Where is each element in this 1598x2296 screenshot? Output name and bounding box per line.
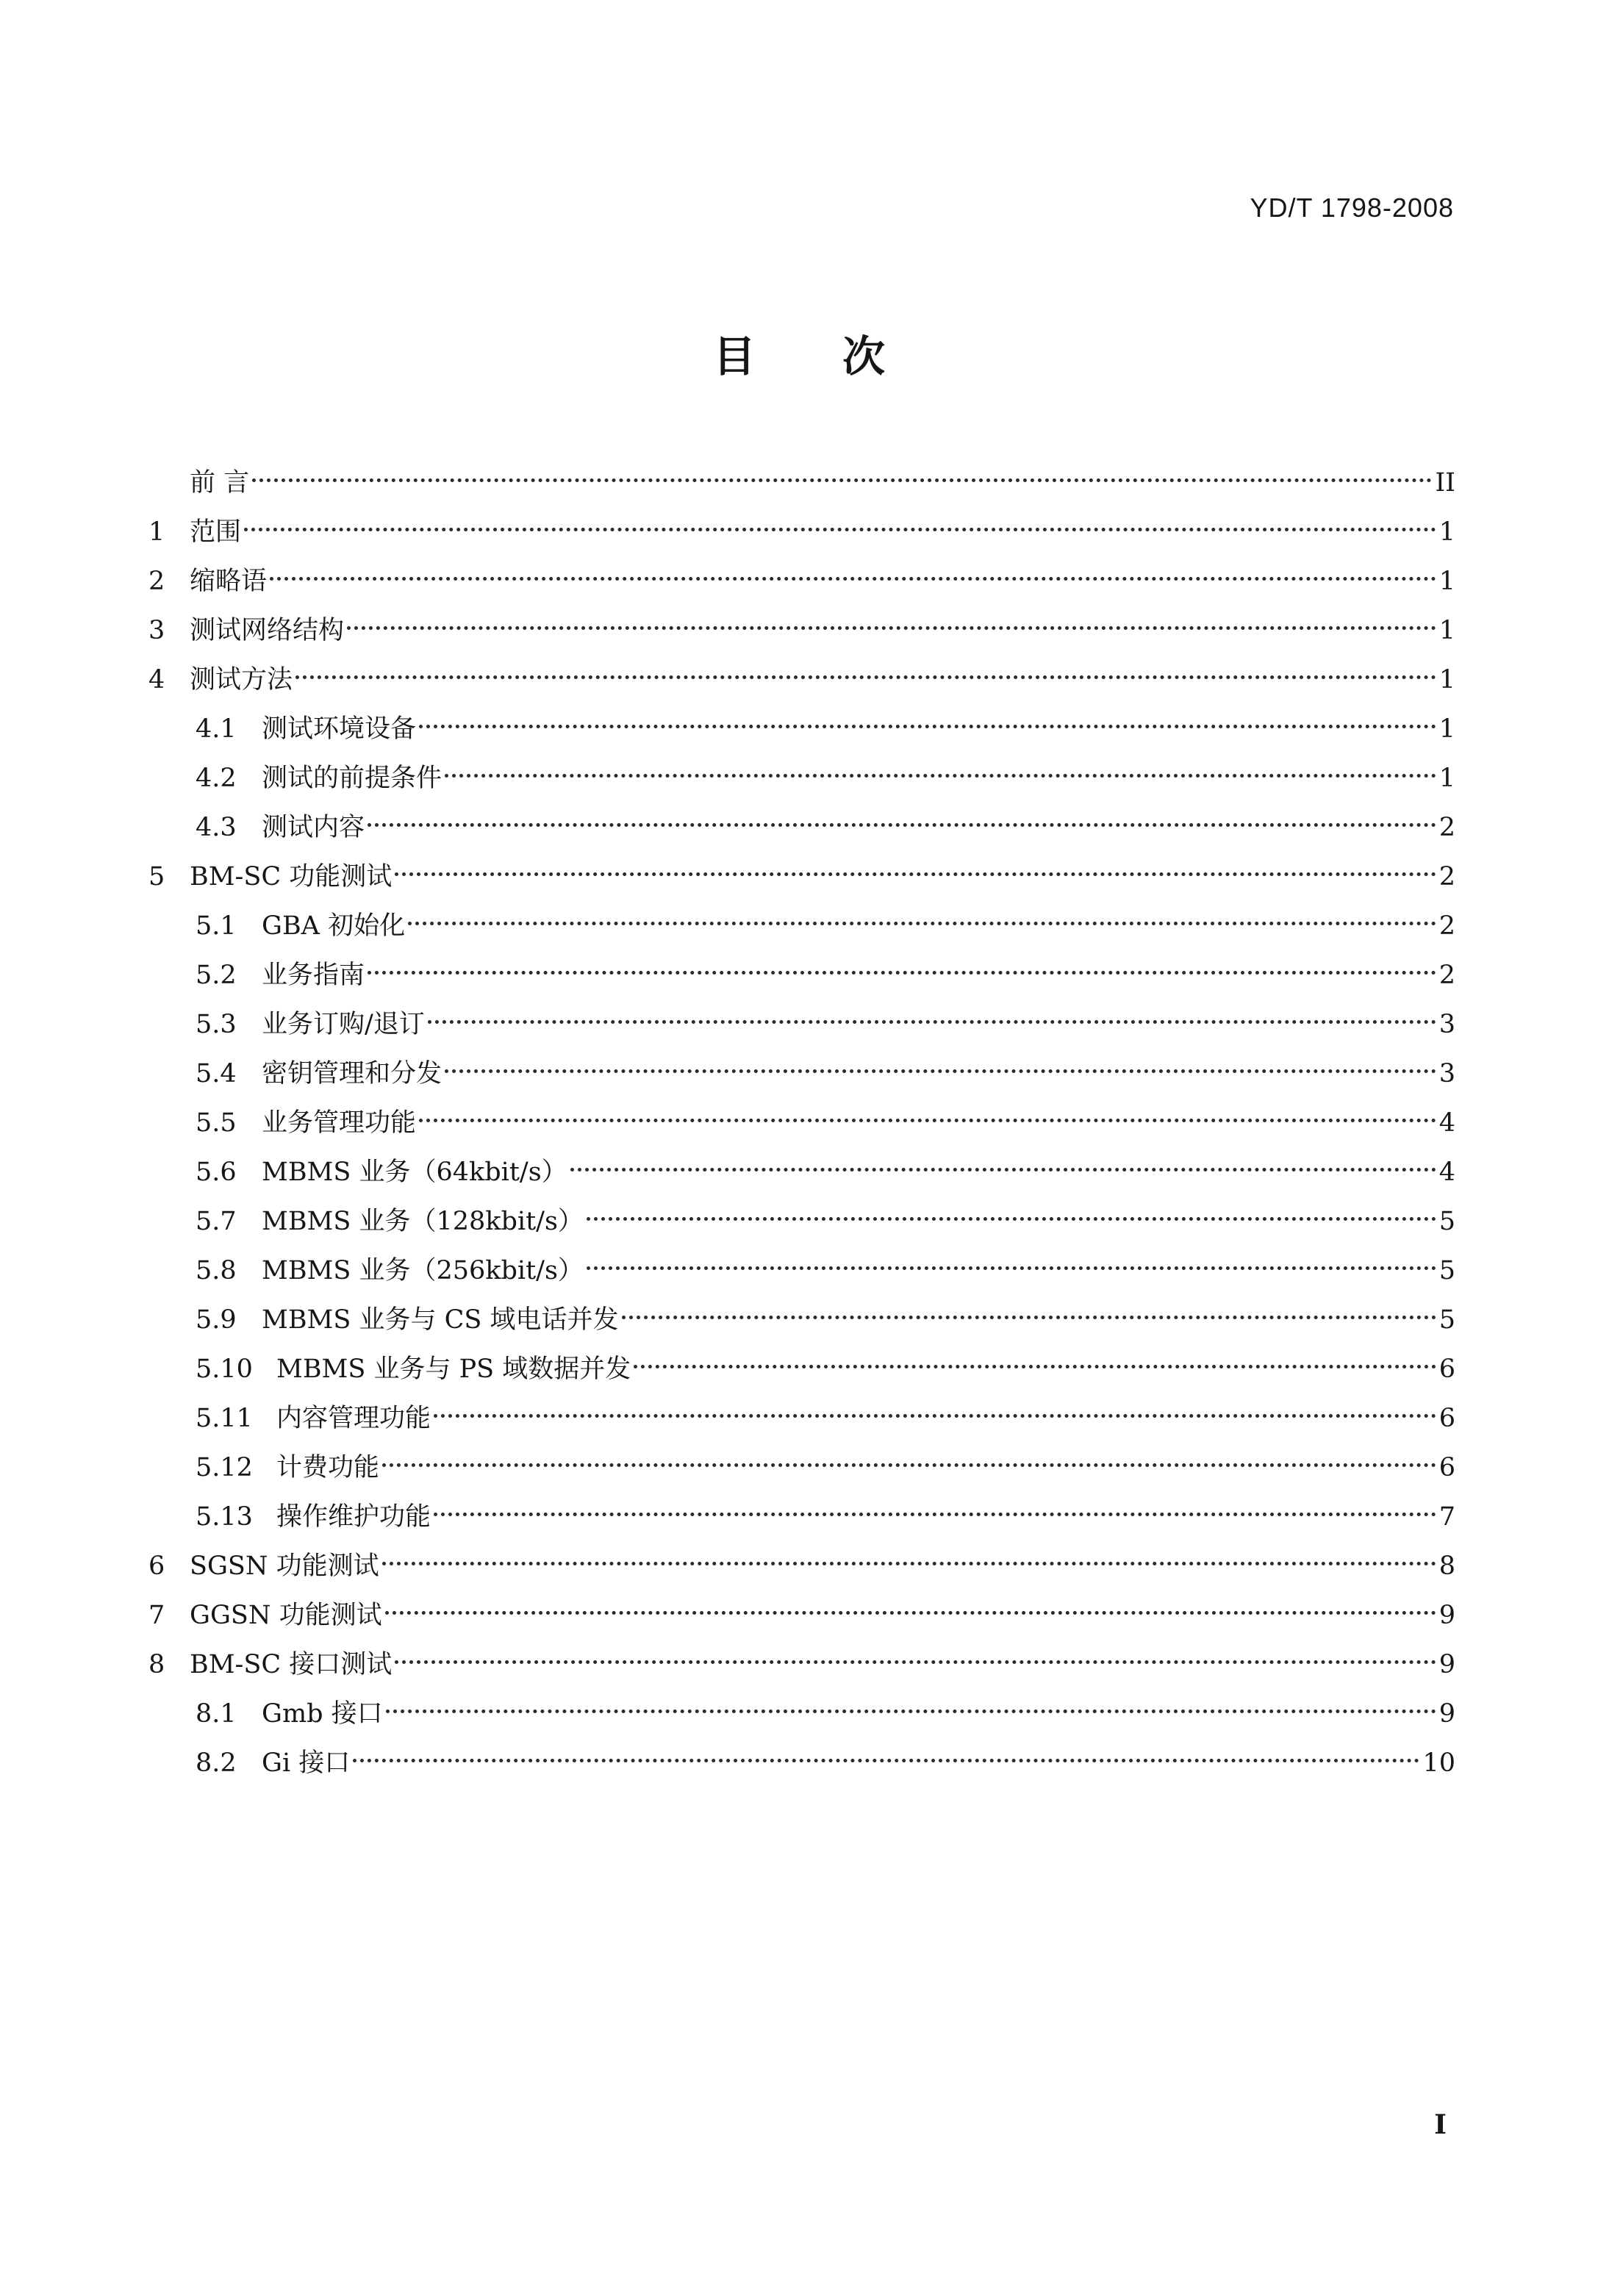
- dot-leader: [408, 922, 1436, 925]
- toc-entry-title: 缩略语: [190, 567, 268, 596]
- toc-entry-number: 4.2: [196, 764, 237, 793]
- dot-leader: [419, 1119, 1436, 1122]
- toc-entry[interactable]: [148, 1246, 1455, 1296]
- toc-entry-number: 5.11: [196, 1404, 253, 1433]
- toc-entry-page: 4: [1438, 1158, 1455, 1187]
- toc-entry[interactable]: [148, 1493, 1455, 1542]
- dot-leader: [622, 1316, 1436, 1319]
- toc-entry-title: 业务管理功能: [262, 1108, 417, 1138]
- toc-entry-page: 9: [1438, 1650, 1455, 1679]
- toc-entry[interactable]: [148, 459, 1455, 508]
- toc-entry-title: MBMS 业务（128kbit/s）: [262, 1207, 584, 1236]
- toc-entry-number: 5.6: [196, 1158, 237, 1187]
- dot-leader: [347, 626, 1436, 630]
- toc-entry-title: 测试环境设备: [262, 714, 417, 744]
- toc-entry[interactable]: [148, 1197, 1455, 1246]
- toc-entry-page: 9: [1438, 1601, 1455, 1630]
- toc-entry[interactable]: [148, 951, 1455, 1000]
- toc-entry-number: 5.5: [196, 1108, 237, 1138]
- toc-entry-page: 1: [1438, 764, 1455, 793]
- dot-leader: [385, 1611, 1436, 1615]
- toc-entry[interactable]: [148, 853, 1455, 902]
- dot-leader: [353, 1759, 1419, 1762]
- toc-entry-page: 2: [1438, 961, 1455, 990]
- toc-entry-title: BM-SC 接口测试: [190, 1650, 393, 1679]
- toc-entry-title: MBMS 业务与 CS 域电话并发: [262, 1305, 619, 1335]
- toc-entry[interactable]: [148, 1000, 1455, 1050]
- toc-entry-title: MBMS 业务（256kbit/s）: [262, 1256, 584, 1285]
- toc-entry[interactable]: [148, 803, 1455, 853]
- toc-entry[interactable]: [148, 656, 1455, 705]
- dot-leader: [570, 1168, 1436, 1172]
- toc-entry-page: 8: [1438, 1551, 1455, 1581]
- toc-entry-title: MBMS 业务与 PS 域数据并发: [276, 1355, 631, 1384]
- toc-entry-number: 5.9: [196, 1305, 237, 1335]
- toc-entry-page: 4: [1438, 1108, 1455, 1138]
- toc-entry-page: 3: [1438, 1010, 1455, 1039]
- table-of-contents: [148, 459, 1455, 1788]
- dot-leader: [386, 1710, 1436, 1713]
- toc-entry-title: 计费功能: [276, 1453, 380, 1482]
- toc-entry[interactable]: [148, 508, 1455, 557]
- toc-entry-page: 1: [1438, 616, 1455, 645]
- toc-entry-page: 1: [1438, 665, 1455, 695]
- dot-leader: [419, 725, 1436, 728]
- toc-entry-page: 9: [1438, 1699, 1455, 1729]
- dot-leader: [382, 1463, 1436, 1467]
- dot-leader: [368, 823, 1436, 827]
- toc-entry[interactable]: [148, 1640, 1455, 1690]
- toc-entry-page: II: [1435, 468, 1455, 498]
- dot-leader: [244, 528, 1436, 531]
- toc-entry-title: GGSN 功能测试: [190, 1601, 382, 1630]
- toc-entry-page: 1: [1438, 567, 1455, 596]
- dot-leader: [395, 1660, 1436, 1664]
- page-title: 目次: [712, 331, 972, 381]
- toc-entry[interactable]: [148, 1099, 1455, 1148]
- dot-leader: [434, 1414, 1436, 1418]
- toc-entry-title: MBMS 业务（64kbit/s）: [262, 1158, 567, 1187]
- toc-entry-title: 操作维护功能: [276, 1502, 431, 1532]
- toc-entry-page: 2: [1438, 813, 1455, 842]
- toc-entry-page: 5: [1438, 1305, 1455, 1335]
- toc-entry[interactable]: [148, 1591, 1455, 1640]
- toc-entry[interactable]: [148, 705, 1455, 754]
- toc-entry-page: 2: [1438, 911, 1455, 941]
- toc-entry-page: 6: [1438, 1404, 1455, 1433]
- toc-entry-title: GBA 初始化: [262, 911, 406, 941]
- toc-entry-number: 7: [148, 1601, 165, 1630]
- toc-entry-number: 2: [148, 567, 165, 596]
- toc-entry-page: 6: [1438, 1355, 1455, 1384]
- toc-entry-title: 测试网络结构: [190, 616, 345, 645]
- toc-entry[interactable]: [148, 1050, 1455, 1099]
- toc-entry[interactable]: [148, 606, 1455, 656]
- dot-leader: [587, 1266, 1436, 1270]
- toc-entry-number: 5.1: [196, 911, 237, 941]
- toc-entry-number: 1: [148, 517, 165, 547]
- toc-entry-title: SGSN 功能测试: [190, 1551, 379, 1581]
- toc-entry-title: 前 言: [190, 468, 250, 498]
- toc-entry-page: 10: [1422, 1748, 1455, 1778]
- toc-entry[interactable]: [148, 1296, 1455, 1345]
- toc-entry-title: 测试内容: [262, 813, 365, 842]
- dot-leader: [252, 478, 1432, 482]
- toc-entry[interactable]: [148, 1542, 1455, 1591]
- toc-entry-page: 2: [1438, 862, 1455, 892]
- toc-entry-page: 1: [1438, 517, 1455, 547]
- toc-entry-number: 5.4: [196, 1059, 237, 1088]
- toc-entry-number: 3: [148, 616, 165, 645]
- toc-entry-page: 5: [1438, 1207, 1455, 1236]
- dot-leader: [587, 1217, 1436, 1221]
- toc-entry-title: 业务指南: [262, 961, 365, 990]
- toc-entry-number: 5.2: [196, 961, 237, 990]
- toc-entry-number: 5.10: [196, 1355, 253, 1384]
- toc-entry-page: 7: [1438, 1502, 1455, 1532]
- toc-entry-number: 6: [148, 1551, 165, 1581]
- toc-entry-number: 5.12: [196, 1453, 253, 1482]
- dot-leader: [382, 1562, 1436, 1565]
- toc-entry-title: 测试的前提条件: [262, 764, 443, 793]
- toc-entry[interactable]: [148, 902, 1455, 951]
- toc-entry-page: 1: [1438, 714, 1455, 744]
- toc-entry-number: 4.3: [196, 813, 237, 842]
- dot-leader: [368, 971, 1436, 975]
- dot-leader: [445, 774, 1436, 778]
- dot-leader: [395, 872, 1436, 876]
- toc-entry-page: 3: [1438, 1059, 1455, 1088]
- dot-leader: [270, 577, 1436, 581]
- dot-leader: [634, 1365, 1436, 1368]
- toc-entry-number: 5.8: [196, 1256, 237, 1285]
- toc-entry[interactable]: [148, 1690, 1455, 1739]
- page-number: I: [1434, 2109, 1447, 2140]
- dot-leader: [434, 1513, 1436, 1516]
- dot-leader: [295, 675, 1436, 679]
- toc-entry-number: 5.7: [196, 1207, 237, 1236]
- toc-entry-title: 内容管理功能: [276, 1404, 431, 1433]
- toc-entry-title: BM-SC 功能测试: [190, 862, 393, 892]
- toc-entry-number: 8.2: [196, 1748, 237, 1778]
- toc-entry-title: Gmb 接口: [262, 1699, 383, 1729]
- toc-entry-title: Gi 接口: [262, 1748, 351, 1778]
- toc-entry-number: 4: [148, 665, 165, 695]
- toc-entry[interactable]: [148, 557, 1455, 606]
- toc-entry[interactable]: [148, 1394, 1455, 1443]
- toc-entry-number: 8.1: [196, 1699, 237, 1729]
- toc-entry-number: 5.13: [196, 1502, 253, 1532]
- toc-entry-page: 6: [1438, 1453, 1455, 1482]
- toc-entry[interactable]: [148, 754, 1455, 803]
- toc-entry-number: 5: [148, 862, 165, 892]
- toc-entry-number: 8: [148, 1650, 165, 1679]
- dot-leader: [428, 1020, 1436, 1024]
- toc-entry-title: 范围: [190, 517, 242, 547]
- document-code: YD/T 1798-2008: [1250, 193, 1454, 223]
- toc-entry[interactable]: [148, 1443, 1455, 1493]
- toc-entry-title: 测试方法: [190, 665, 293, 695]
- toc-entry-number: 5.3: [196, 1010, 237, 1039]
- toc-entry-page: 5: [1438, 1256, 1455, 1285]
- toc-entry-title: 密钥管理和分发: [262, 1059, 443, 1088]
- toc-entry[interactable]: [148, 1739, 1455, 1788]
- toc-entry[interactable]: [148, 1148, 1455, 1197]
- toc-entry-number: 4.1: [196, 714, 237, 744]
- toc-entry[interactable]: [148, 1345, 1455, 1394]
- dot-leader: [445, 1069, 1436, 1073]
- toc-entry-title: 业务订购/退订: [262, 1010, 425, 1039]
